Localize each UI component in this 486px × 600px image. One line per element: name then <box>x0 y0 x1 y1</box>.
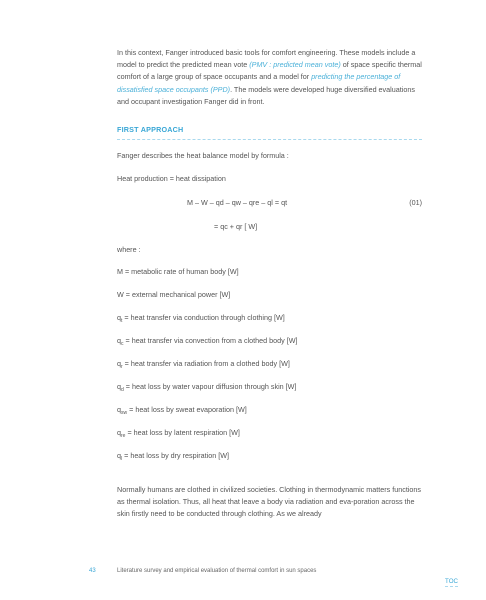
definition-qd: $q_d$ = heat loss by water vapour diffusion through skin [W] <box>117 382 297 394</box>
intro-text: In this context, Fanger introduced basic tools for comfort engineering. These models include a model to predict the predicted mean vote <box>117 48 416 70</box>
equation-number: (01) <box>409 198 422 208</box>
body-block <box>117 140 422 500</box>
formula-line-1: M – W – qd – qw – qre – ql = qt <box>187 198 288 208</box>
heat-production-line: Heat production = heat dissipation <box>117 174 226 184</box>
definition-qre: $q_{re}$ = heat loss by latent respiration [W] <box>117 428 240 440</box>
definition-w: W = external mechanical power [W] <box>117 290 231 300</box>
definition-qt: $q_t$ = heat transfer via conduction through clothing [W] <box>117 313 285 325</box>
intro-text: of space specific thermal comfort of a large group of space occupants and a model for <box>117 60 422 82</box>
definition-m: M = metabolic rate of human body [W] <box>117 267 239 277</box>
ppd-highlight: predicting the percentage of dissatisfied space occupants (PPD) <box>117 72 401 94</box>
intro-paragraph <box>117 47 422 108</box>
definition-ql: $q_l$ = heat loss by dry respiration [W] <box>117 451 229 463</box>
section-title: FIRST APPROACH <box>117 125 184 135</box>
running-title: Literature survey and empirical evaluation of thermal comfort in sun spaces <box>117 568 317 574</box>
where-label: where : <box>117 245 141 255</box>
page-number: 43 <box>89 568 96 574</box>
definition-qr: $q_r$ = heat transfer via radiation from a clothed body [W] <box>117 359 290 371</box>
pmv-highlight: (PMV : predicted mean vote) <box>249 60 341 70</box>
describes-line: Fanger describes the heat balance model by formula : <box>117 151 289 161</box>
intro-text: . The models were developed huge diversified evaluations and occupant investigation Fanger did in front. <box>117 84 415 106</box>
toc-link[interactable]: TOC <box>445 578 458 585</box>
closing-paragraph: Normally humans are clothed in civilized societies. Clothing in thermodynamic matters functions as thermal isolation. Thus, all heat that leave a body via radiation and eva-poration across the skin firstly need to be conducted through clothing. As we already <box>117 485 422 519</box>
formula-line-2: = qc + qr [ W] <box>214 222 258 232</box>
page-content <box>117 47 422 500</box>
definition-qsw: $q_{sw}$ = heat loss by sweat evaporation [W] <box>117 405 247 417</box>
definition-qc: $q_c$ = heat transfer via convection from a clothed body [W] <box>117 336 298 348</box>
